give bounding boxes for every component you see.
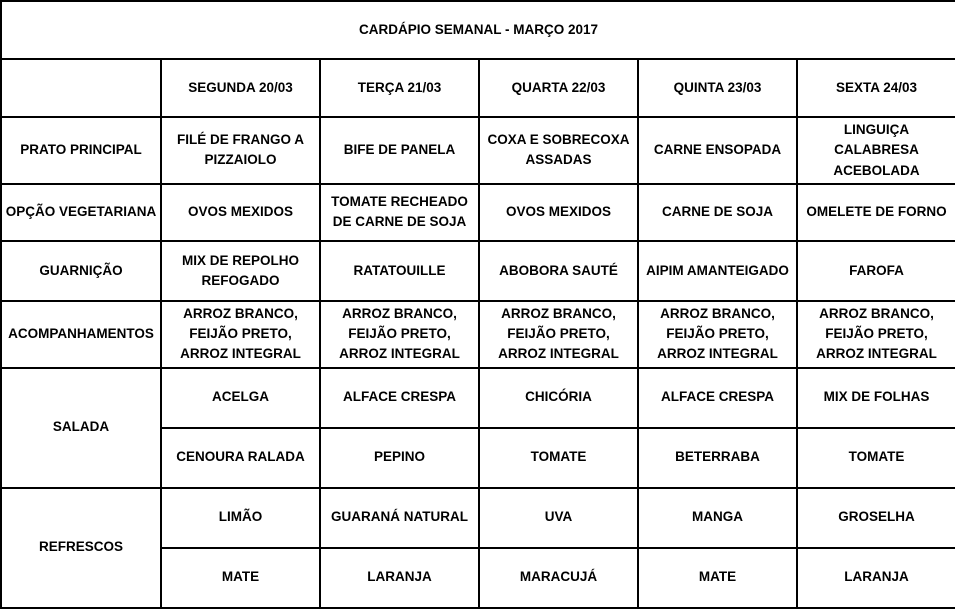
row-label-salada: SALADA bbox=[1, 368, 161, 488]
menu-cell: ACELGA bbox=[161, 368, 320, 428]
menu-cell: ARROZ BRANCO, FEIJÃO PRETO, ARROZ INTEGRAL bbox=[638, 301, 797, 368]
page-title: CARDÁPIO SEMANAL - MARÇO 2017 bbox=[1, 1, 955, 59]
day-header-monday: SEGUNDA 20/03 bbox=[161, 59, 320, 117]
menu-cell: CARNE ENSOPADA bbox=[638, 117, 797, 184]
day-header-tuesday: TERÇA 21/03 bbox=[320, 59, 479, 117]
menu-cell: OMELETE DE FORNO bbox=[797, 184, 955, 241]
menu-cell: GUARANÁ NATURAL bbox=[320, 488, 479, 548]
menu-cell: MIX DE REPOLHO REFOGADO bbox=[161, 241, 320, 301]
row-opcao-vegetariana bbox=[1, 184, 955, 241]
row-refrescos-1 bbox=[1, 488, 955, 548]
menu-cell: ARROZ BRANCO, FEIJÃO PRETO, ARROZ INTEGRAL bbox=[797, 301, 955, 368]
menu-cell: FAROFA bbox=[797, 241, 955, 301]
row-acompanhamentos bbox=[1, 301, 955, 368]
menu-cell: MARACUJÁ bbox=[479, 548, 638, 608]
menu-cell: LARANJA bbox=[320, 548, 479, 608]
menu-cell: AIPIM AMANTEIGADO bbox=[638, 241, 797, 301]
menu-cell: TOMATE RECHEADO DE CARNE DE SOJA bbox=[320, 184, 479, 241]
menu-cell: UVA bbox=[479, 488, 638, 548]
menu-cell: OVOS MEXIDOS bbox=[161, 184, 320, 241]
title-row bbox=[1, 1, 955, 59]
menu-cell: ALFACE CRESPA bbox=[638, 368, 797, 428]
menu-cell: MIX DE FOLHAS bbox=[797, 368, 955, 428]
row-guarnicao bbox=[1, 241, 955, 301]
day-header-thursday: QUINTA 23/03 bbox=[638, 59, 797, 117]
menu-cell: MATE bbox=[638, 548, 797, 608]
row-label-prato-principal: PRATO PRINCIPAL bbox=[1, 117, 161, 184]
menu-cell: ABOBORA SAUTÉ bbox=[479, 241, 638, 301]
menu-cell: ARROZ BRANCO, FEIJÃO PRETO, ARROZ INTEGRAL bbox=[161, 301, 320, 368]
row-label-guarnicao: GUARNIÇÃO bbox=[1, 241, 161, 301]
menu-cell: OVOS MEXIDOS bbox=[479, 184, 638, 241]
row-label-opcao-vegetariana: OPÇÃO VEGETARIANA bbox=[1, 184, 161, 241]
menu-cell: CHICÓRIA bbox=[479, 368, 638, 428]
corner-cell bbox=[1, 59, 161, 117]
header-row bbox=[1, 59, 955, 117]
day-header-friday: SEXTA 24/03 bbox=[797, 59, 955, 117]
menu-cell: TOMATE bbox=[797, 428, 955, 488]
menu-cell: ARROZ BRANCO, FEIJÃO PRETO, ARROZ INTEGRAL bbox=[320, 301, 479, 368]
menu-cell: PEPINO bbox=[320, 428, 479, 488]
menu-cell: LARANJA bbox=[797, 548, 955, 608]
menu-cell: CARNE DE SOJA bbox=[638, 184, 797, 241]
menu-cell: MATE bbox=[161, 548, 320, 608]
menu-cell: MANGA bbox=[638, 488, 797, 548]
menu-cell: CENOURA RALADA bbox=[161, 428, 320, 488]
menu-cell: LINGUIÇA CALABRESA ACEBOLADA bbox=[797, 117, 955, 184]
row-label-refrescos: REFRESCOS bbox=[1, 488, 161, 608]
menu-cell: ARROZ BRANCO, FEIJÃO PRETO, ARROZ INTEGRAL bbox=[479, 301, 638, 368]
menu-cell: GROSELHA bbox=[797, 488, 955, 548]
row-prato-principal bbox=[1, 117, 955, 184]
row-label-acompanhamentos: ACOMPANHAMENTOS bbox=[1, 301, 161, 368]
menu-cell: TOMATE bbox=[479, 428, 638, 488]
row-salada-1 bbox=[1, 368, 955, 428]
menu-cell: FILÉ DE FRANGO A PIZZAIOLO bbox=[161, 117, 320, 184]
menu-cell: LIMÃO bbox=[161, 488, 320, 548]
menu-cell: BETERRABA bbox=[638, 428, 797, 488]
day-header-wednesday: QUARTA 22/03 bbox=[479, 59, 638, 117]
menu-cell: RATATOUILLE bbox=[320, 241, 479, 301]
menu-cell: ALFACE CRESPA bbox=[320, 368, 479, 428]
menu-cell: COXA E SOBRECOXA ASSADAS bbox=[479, 117, 638, 184]
menu-cell: BIFE DE PANELA bbox=[320, 117, 479, 184]
